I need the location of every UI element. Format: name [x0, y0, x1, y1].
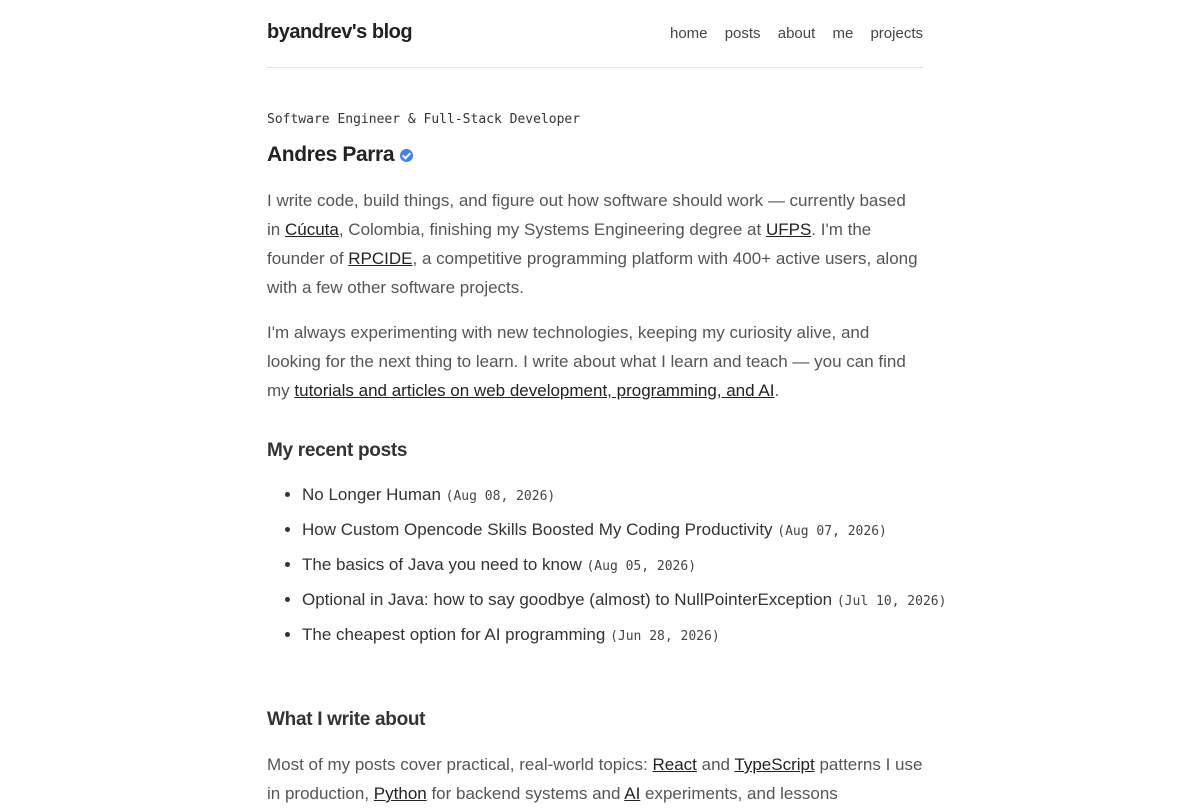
site-brand-link[interactable]: byandrev's blog	[267, 21, 413, 43]
intro-text: , Colombia, finishing my Systems Engineering degree at	[338, 220, 766, 239]
rpcide-link[interactable]: RPCIDE	[348, 249, 413, 268]
tutorials-link[interactable]: tutorials and articles on web development, programming, and AI	[294, 381, 775, 400]
cucuta-link[interactable]: Cúcuta	[284, 220, 339, 239]
topics-text: Most of my posts cover practical, real-world topics:	[267, 755, 653, 774]
intro-paragraph-1	[267, 186, 923, 302]
recent-posts-list	[267, 480, 958, 655]
nav-projects[interactable]: projects	[870, 25, 923, 42]
ai-link[interactable]: AI	[624, 784, 641, 803]
post-date: (Aug 07, 2026)	[777, 524, 887, 539]
site-header	[267, 0, 923, 68]
intro-paragraph-2	[267, 318, 923, 405]
intro-text: , a competitive programming platform with 400+ active users, along with a few other software projects.	[267, 249, 918, 297]
post-link[interactable]: Optional in Java: how to say goodbye (almost) to NullPointerException	[302, 590, 833, 609]
intro-text: I write code, build things, and figure out how software should work — currently based in	[267, 191, 906, 239]
react-link[interactable]: React	[652, 755, 697, 774]
list-item	[302, 515, 958, 547]
post-date: (Jul 10, 2026)	[836, 594, 947, 609]
verified-badge-icon	[400, 149, 413, 162]
nav-home[interactable]: home	[670, 25, 708, 42]
profile-name-heading	[267, 143, 413, 167]
topics-text: for backend systems and	[426, 784, 625, 803]
profile-name: Andres Parra	[267, 143, 395, 166]
list-item	[302, 480, 958, 512]
intro-text: I'm always experimenting with new technologies, keeping my curiosity alive, and looking for the next thing to learn. I write about what I learn and teach — you can find my	[267, 323, 906, 400]
list-item	[302, 620, 958, 652]
topics-text: patterns I use in production,	[267, 755, 923, 803]
post-date: (Jun 28, 2026)	[610, 629, 720, 644]
page-container	[267, 0, 947, 803]
post-link[interactable]: How Custom Opencode Skills Boosted My Coding Productivity	[302, 520, 773, 539]
post-link[interactable]: The basics of Java you need to know	[302, 555, 582, 574]
nav-me[interactable]: me	[832, 25, 854, 42]
list-item	[302, 585, 958, 617]
topics-heading: What I write about	[267, 709, 426, 730]
recent-posts-heading: My recent posts	[267, 440, 408, 461]
post-date: (Aug 08, 2026)	[445, 489, 556, 504]
profile-subtitle: Software Engineer & Full-Stack Developer	[267, 112, 581, 127]
nav-about[interactable]: about	[777, 25, 816, 42]
post-date: (Aug 05, 2026)	[586, 559, 697, 574]
python-link[interactable]: Python	[373, 784, 427, 803]
main-nav	[657, 25, 923, 42]
post-link[interactable]: The cheapest option for AI programming	[302, 625, 606, 644]
typescript-link[interactable]: TypeScript	[734, 755, 815, 774]
topics-text: and	[696, 755, 735, 774]
intro-text: . I'm the founder of	[267, 220, 872, 268]
ufps-link[interactable]: UFPS	[765, 220, 812, 239]
list-item	[302, 550, 958, 582]
intro-text: .	[774, 381, 780, 400]
nav-posts[interactable]: posts	[724, 25, 761, 42]
post-link[interactable]: No Longer Human	[302, 485, 441, 504]
topics-text: experiments, and lessons	[640, 784, 838, 803]
topics-paragraph	[267, 750, 923, 808]
